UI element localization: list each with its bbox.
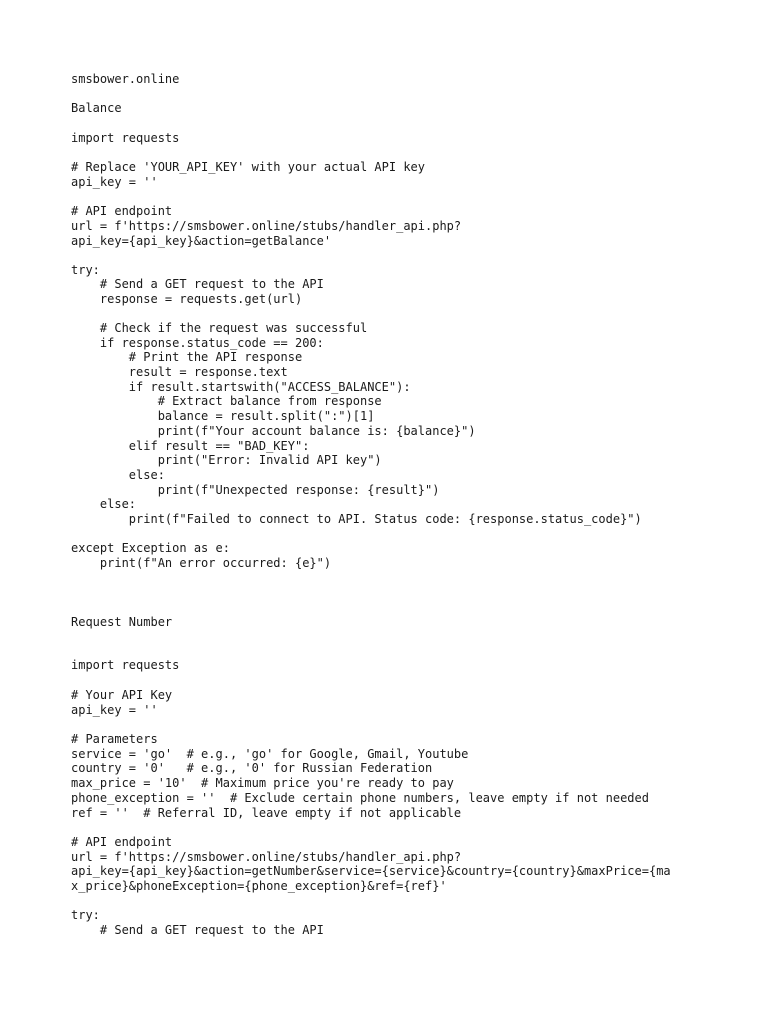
doc-line: api_key={api_key}&action=getNumber&service={service}&country={country}&maxPrice={ma xyxy=(71,864,671,878)
doc-line: response = requests.get(url) xyxy=(71,292,303,306)
doc-line: url = f'https://smsbower.online/stubs/handler_api.php? xyxy=(71,850,462,864)
doc-line: if result.startswith("ACCESS_BALANCE"): xyxy=(71,380,411,394)
doc-line: api_key = '' xyxy=(71,175,158,189)
doc-line: # Replace 'YOUR_API_KEY' with your actual API key xyxy=(71,160,426,174)
doc-line: # API endpoint xyxy=(71,204,173,218)
doc-line: result = response.text xyxy=(71,365,288,379)
doc-line: elif result == "BAD_KEY": xyxy=(71,439,310,453)
doc-line: try: xyxy=(71,263,100,277)
doc-line: api_key = '' xyxy=(71,703,158,717)
doc-line: # Print the API response xyxy=(71,350,303,364)
doc-line: max_price = '10' # Maximum price you're ready to pay xyxy=(71,776,454,790)
doc-line: # Extract balance from response xyxy=(71,394,382,408)
doc-line: try: xyxy=(71,908,100,922)
doc-line: country = '0' # e.g., '0' for Russian Federation xyxy=(71,761,433,775)
doc-line: balance = result.split(":")[1] xyxy=(71,409,375,423)
doc-line: # Parameters xyxy=(71,732,158,746)
doc-line: if response.status_code == 200: xyxy=(71,336,324,350)
doc-line: # Check if the request was successful xyxy=(71,321,368,335)
doc-line: service = 'go' # e.g., 'go' for Google, Gmail, Youtube xyxy=(71,747,469,761)
doc-line: except Exception as e: xyxy=(71,541,230,555)
doc-line: # API endpoint xyxy=(71,835,173,849)
doc-line: smsbower.online xyxy=(71,72,180,86)
doc-line: print(f"Unexpected response: {result}") xyxy=(71,483,440,497)
doc-line: # Send a GET request to the API xyxy=(71,923,324,937)
doc-line: # Send a GET request to the API xyxy=(71,277,324,291)
doc-line: else: xyxy=(71,468,165,482)
doc-line: import requests xyxy=(71,131,180,145)
doc-line: print(f"Your account balance is: {balance}") xyxy=(71,424,476,438)
doc-line: Request Number xyxy=(71,615,173,629)
doc-line: print(f"Failed to connect to API. Status code: {response.status_code}") xyxy=(71,512,642,526)
doc-line: x_price}&phoneException={phone_exception}&ref={ref}' xyxy=(71,879,447,893)
doc-line: phone_exception = '' # Exclude certain phone numbers, leave empty if not needed xyxy=(71,791,649,805)
doc-line: api_key={api_key}&action=getBalance' xyxy=(71,234,332,248)
doc-line: url = f'https://smsbower.online/stubs/handler_api.php? xyxy=(71,219,462,233)
doc-line: import requests xyxy=(71,658,180,672)
doc-line: print(f"An error occurred: {e}") xyxy=(71,556,332,570)
doc-line: # Your API Key xyxy=(71,688,173,702)
doc-line: else: xyxy=(71,497,137,511)
doc-line: print("Error: Invalid API key") xyxy=(71,453,382,467)
doc-line: ref = '' # Referral ID, leave empty if not applicable xyxy=(71,806,462,820)
doc-line: Balance xyxy=(71,101,122,115)
